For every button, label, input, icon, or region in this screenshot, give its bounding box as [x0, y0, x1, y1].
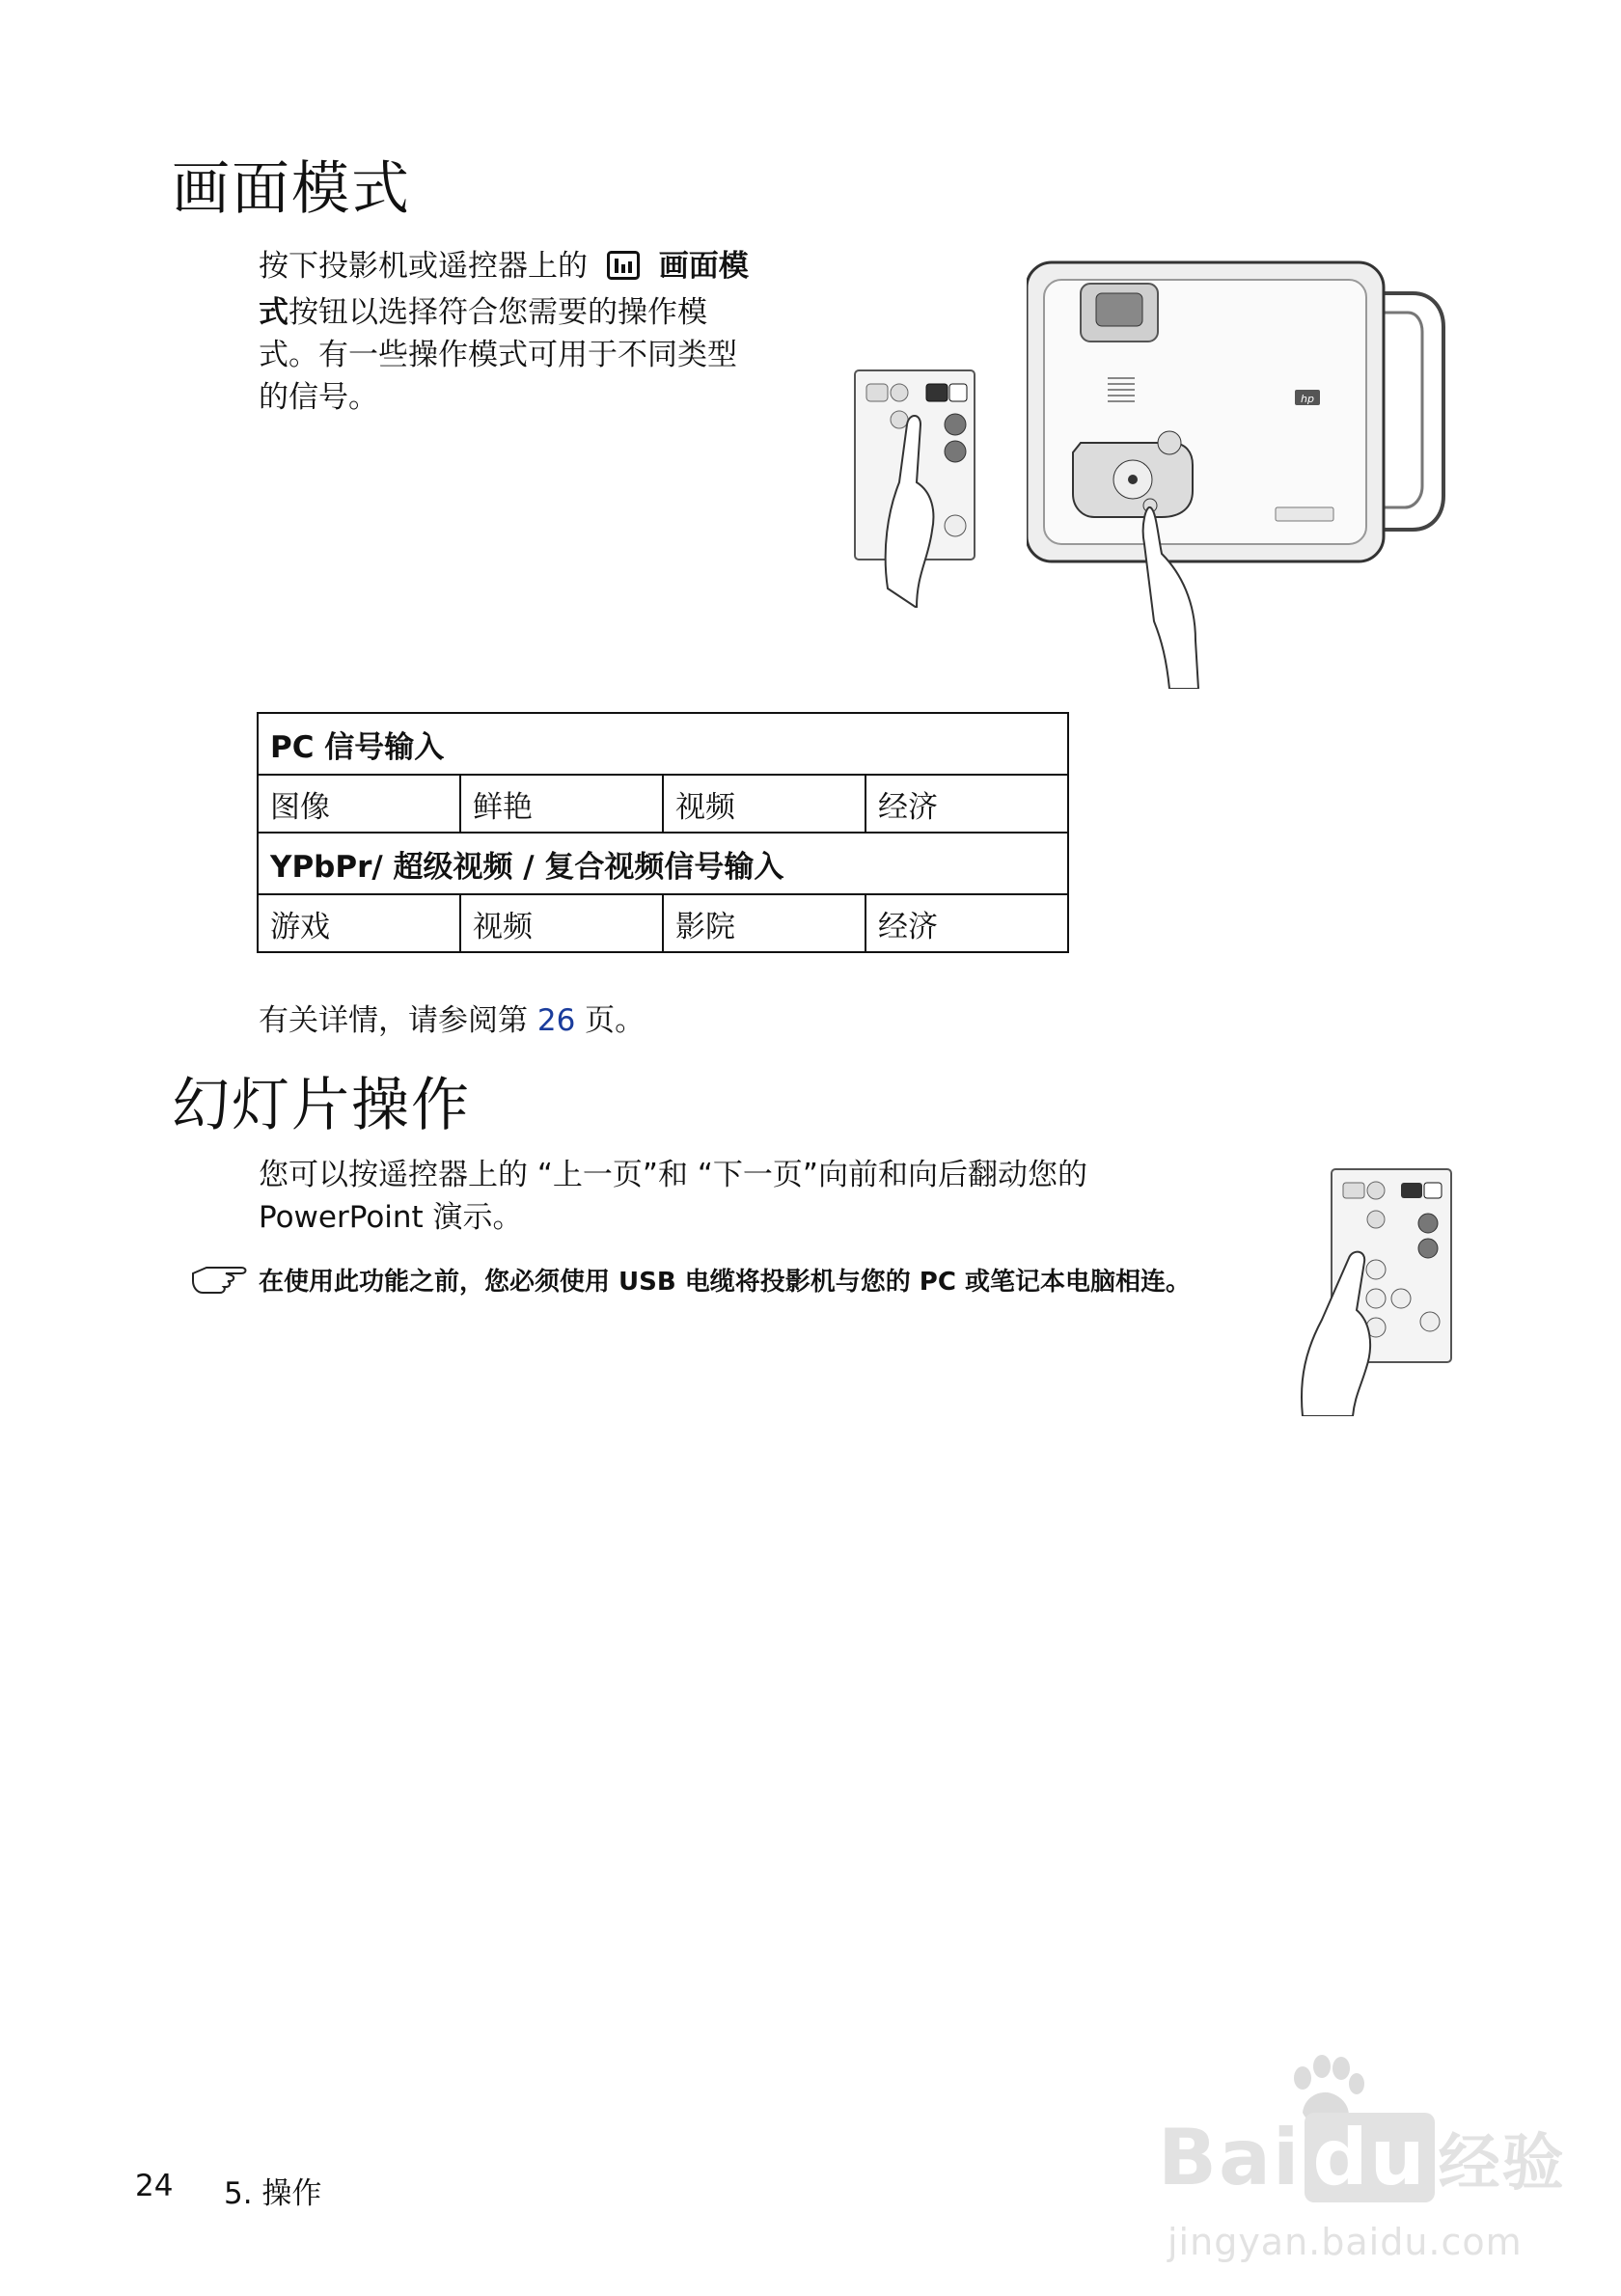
section-title-picture-mode: 画面模式	[172, 155, 411, 223]
usb-note: 在使用此功能之前，您必须使用 USB 电缆将投影机与您的 PC 或笔记本电脑相连。	[259, 1268, 1191, 1297]
table-cell: 鲜艳	[460, 775, 663, 833]
picture-modes-table	[257, 712, 1069, 953]
intro-line-1: 按下投影机或遥控器上的 画面模	[259, 245, 799, 291]
table-cell: 图像	[258, 775, 460, 833]
page-reference-link[interactable]: 26	[536, 1003, 576, 1038]
picture-mode-intro	[259, 245, 799, 419]
slideshow-intro	[259, 1154, 1223, 1239]
table-cell: 经济	[865, 894, 1068, 952]
details-reference: 有关详情，请参阅第 26 页。	[259, 1003, 646, 1038]
page-number: 24	[135, 2169, 174, 2203]
slideshow-line-2: PowerPoint 演示。	[259, 1200, 523, 1235]
hp-logo: hp	[1301, 393, 1314, 405]
table-cell: 视频	[460, 894, 663, 952]
table-row	[258, 775, 1068, 833]
note-pointer-icon	[189, 1260, 257, 1298]
projector-illustration	[1027, 255, 1461, 693]
table-cell: 经济	[865, 775, 1068, 833]
intro-line-2: 式按钮以选择符合您需要的操作模	[259, 295, 707, 330]
slideshow-line-1: 您可以按遥控器上的 “上一页”和 “下一页”向前和向后翻动您的	[259, 1158, 1087, 1192]
watermark-logo: Bai du 经验	[1158, 2113, 1566, 2202]
remote-control-illustration	[849, 367, 984, 612]
intro-line-4: 的信号。	[259, 380, 378, 415]
table-row	[258, 833, 1068, 894]
table-cell: 游戏	[258, 894, 460, 952]
chapter-name: 5. 操作	[224, 2176, 322, 2211]
intro-line-3: 式。有一些操作模式可用于不同类型	[259, 338, 737, 372]
table-row	[258, 713, 1068, 775]
picture-mode-button-icon	[607, 249, 640, 291]
remote-control-paging-illustration	[1293, 1165, 1457, 1420]
video-signal-header: YPbPr/ 超级视频 / 复合视频信号输入	[258, 833, 1068, 894]
section-title-slideshow: 幻灯片操作	[172, 1072, 471, 1139]
table-cell: 影院	[663, 894, 865, 952]
table-cell: 视频	[663, 775, 865, 833]
baidu-watermark	[1158, 2055, 1573, 2277]
table-row	[258, 894, 1068, 952]
picture-mode-button-name: 画面模	[658, 249, 749, 284]
watermark-url: jingyan.baidu.com	[1168, 2221, 1523, 2263]
pc-signal-header: PC 信号输入	[258, 713, 1068, 775]
